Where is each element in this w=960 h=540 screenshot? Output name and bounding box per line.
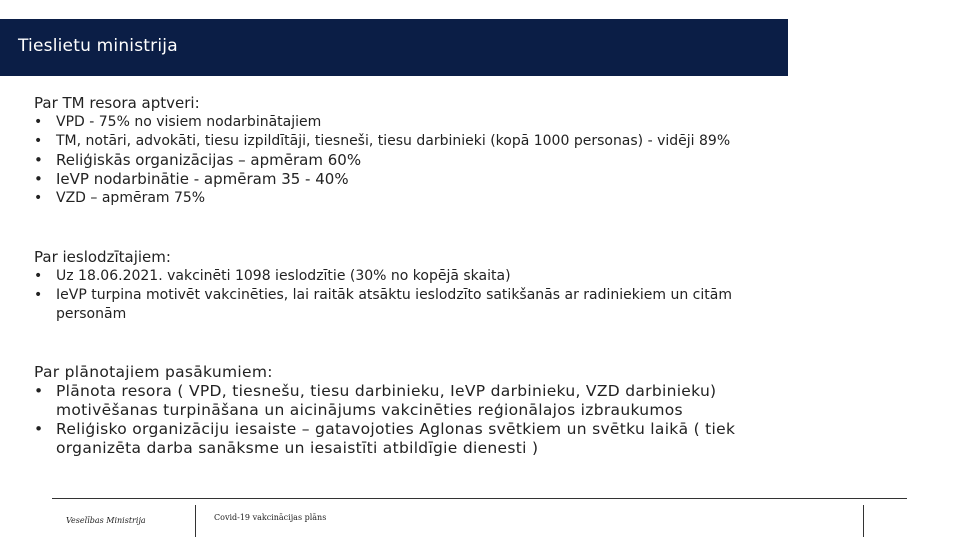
bullet-icon: • xyxy=(34,420,44,438)
bullet-list xyxy=(34,113,794,208)
section-resora-aptvere xyxy=(34,94,794,208)
list-item: • IeVP nodarbinātie - apmēram 35 - 40% xyxy=(34,170,349,188)
header-bar xyxy=(0,19,788,76)
list-item: • VPD - 75% no visiem nodarbinātajiem xyxy=(34,114,322,130)
bullet-icon: • xyxy=(34,190,43,206)
page-title: Tieslietu ministrija xyxy=(18,36,178,56)
list-item: • TM, notāri, advokāti, tiesu izpildītāji, tiesneši, tiesu darbinieki (kopā 1000 personas) - vidēji 89% xyxy=(34,133,731,149)
list-item: • Uz 18.06.2021. vakcinēti 1098 ieslodzītie (30% no kopējā skaita) xyxy=(34,268,511,284)
bullet-list xyxy=(34,267,794,324)
list-item: • Reliģiskās organizācijas – apmēram 60% xyxy=(34,151,362,169)
bullet-icon: • xyxy=(34,287,43,303)
bullet-icon: • xyxy=(34,382,44,400)
section-planotie-pasakumi xyxy=(34,363,779,458)
bullet-icon: • xyxy=(34,268,43,284)
bullet-icon: • xyxy=(34,114,43,130)
list-item: • IeVP turpina motivēt vakcinēties, lai raitāk atsāktu ieslodzīto satikšanās ar radiniekiem un citām personām xyxy=(34,287,732,322)
list-item: • Reliģisko organizāciju iesaiste – gatavojoties Aglonas svētkiem un svētku laikā ( tiek organizēta darba sanāksme un iesaistīti atbildīgie dienesti ) xyxy=(34,420,736,457)
footer-document-title: Covid-19 vakcinācijas plāns xyxy=(214,513,327,522)
section-heading: Par ieslodzītajiem: xyxy=(34,248,171,266)
section-heading: Par plānotajiem pasākumiem: xyxy=(34,363,273,381)
bullet-icon: • xyxy=(34,133,43,149)
list-item: • Plānota resora ( VPD, tiesnešu, tiesu darbinieku, IeVP darbinieku, VZD darbinieku) motivēšanas turpināšana un aicinājums vakcinēties reģionālajos izbraukumos xyxy=(34,382,717,419)
section-heading: Par TM resora aptveri: xyxy=(34,94,200,112)
footer-separator xyxy=(863,505,864,537)
bullet-list xyxy=(34,382,779,458)
footer-separator xyxy=(195,505,196,537)
footer-divider xyxy=(52,498,907,499)
bullet-icon: • xyxy=(34,170,43,188)
section-ieslodzitie xyxy=(34,248,794,324)
footer-ministry-name: Veselības Ministrija xyxy=(66,516,146,525)
bullet-icon: • xyxy=(34,151,43,169)
list-item: • VZD – apmēram 75% xyxy=(34,190,206,206)
